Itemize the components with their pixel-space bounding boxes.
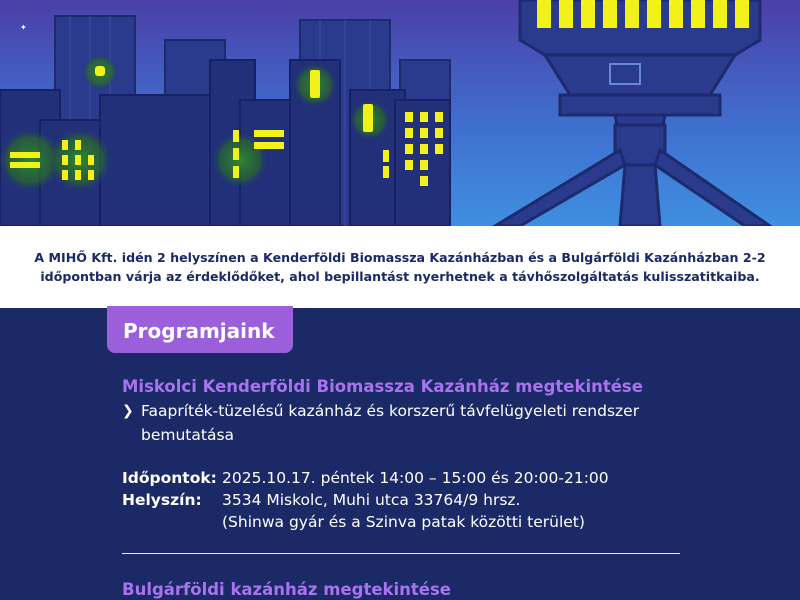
place-note-row: [122, 511, 585, 533]
place-row: [122, 489, 521, 511]
bullet-text: Faapríték-tüzelésű kazánház és korszerű távfelügyeleti rendszer bemutatása: [141, 402, 640, 444]
place-note: (Shinwa gyár és a Szinva patak közötti terület): [222, 513, 585, 531]
intro-banner: [0, 226, 800, 308]
times-value: 2025.10.17. péntek 14:00 – 15:00 és 20:00-21:00: [222, 469, 609, 487]
section-title-kenderfold: Miskolci Kenderföldi Biomassza Kazánház megtekintése: [122, 377, 643, 396]
times-label: Időpontok:: [122, 469, 217, 487]
hero-illustration: [0, 0, 800, 226]
svg-text:✦: ✦: [20, 23, 27, 32]
times-row: [122, 467, 609, 489]
section-title-bulgarfold: Bulgárföldi kazánház megtekintése: [122, 580, 452, 599]
chevron-right-icon: ❯: [122, 403, 134, 419]
city-night-illustration: [0, 0, 800, 226]
programs-heading: Programjaink: [107, 306, 293, 353]
place-value: 3534 Miskolc, Muhi utca 33764/9 hrsz.: [222, 491, 521, 509]
intro-text: A MIHŐ Kft. idén 2 helyszínen a Kenderföldi Biomassza Kazánházban és a Bulgárföldi Kazánházban 2-2 időpontban várja az érdeklődőket, ahol bepillantást nyerhetnek a távhőszolgáltatás kulisszatitkaiba.: [34, 249, 766, 284]
place-label: Helyszín:: [122, 491, 202, 509]
section-divider: [122, 553, 680, 554]
section-bullet: [122, 399, 702, 447]
